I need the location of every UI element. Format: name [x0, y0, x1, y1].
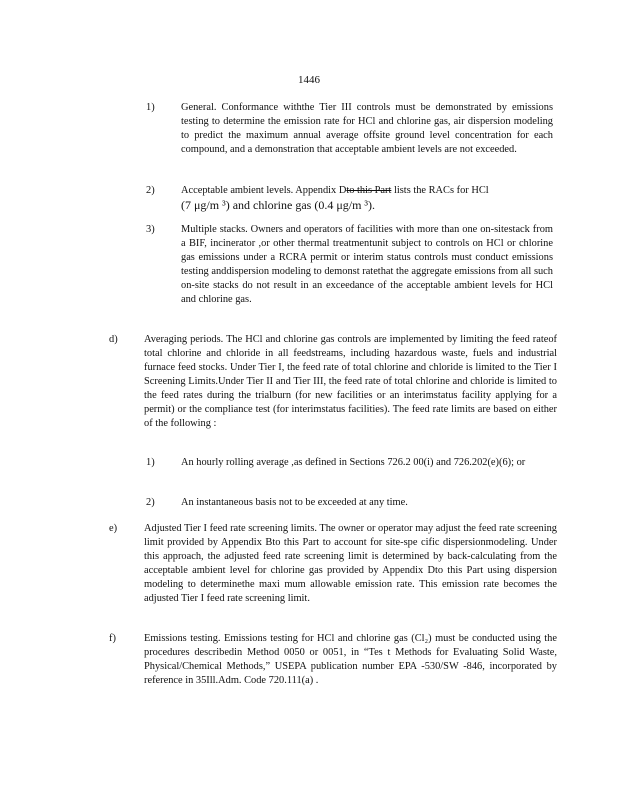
- item-text: [181, 184, 553, 214]
- item-marker: e): [109, 523, 118, 534]
- item-text-before: Acceptable ambient levels. Appendix D: [181, 185, 347, 196]
- item-marker: 2): [146, 185, 155, 196]
- item-text: An instantaneous basis not to be exceeded at any time.: [181, 497, 408, 508]
- item-text: An hourly rolling average ,as defined in Sections 726.2 00(i) and 726.202(e)(6); or: [181, 457, 526, 468]
- item-marker: 1): [146, 457, 155, 468]
- item-marker: f): [109, 633, 116, 644]
- struck-text: to this Part: [346, 185, 392, 196]
- item-text: General. Conformance withthe Tier III controls must be demonstrated by emissions testing to determine the emission rate for HCl and chlorine gas, air dispersion modeling to predict the maximum annual average offsite ground level concentration for each compound, and a demonstration that acceptable ambient levels are not exceeded.: [181, 102, 553, 155]
- item-text-after: lists the RACs for HCl: [393, 185, 489, 196]
- item-text: Multiple stacks. Owners and operators of facilities with more than one on-sitestack from a BIF, incinerator ,or other thermal treatmentunit subject to controls on HCl or chlorine gas emissions under a RCRA permit or interim status controls must conduct emissions testing anddispersion modeling to demonst ratethat the aggregate emissions from all such on-site stacks do not result in an exceedance of the acceptable ambient levels for HCl and chlorine gas.: [181, 224, 553, 305]
- item-marker: 1): [146, 102, 155, 113]
- item-text-line2: (7 μg/m ³) and chlorine gas (0.4 μg/m ³).: [181, 198, 376, 212]
- page-number: 1446: [298, 74, 320, 86]
- item-text: Emissions testing. Emissions testing for HCl and chlorine gas (Cl₂) must be conducted using the procedures describedin Method 0050 or 0051, in “Tes t Methods for Evaluating Solid Waste, Physical/Chemical Methods,” USEPA publication number EPA -530/SW -846, incorporated by reference in 35Ill.Adm. Code 720.111(a) .: [144, 633, 557, 686]
- item-marker: d): [109, 334, 118, 345]
- item-marker: 2): [146, 497, 155, 508]
- item-marker: 3): [146, 224, 155, 235]
- item-text: Adjusted Tier I feed rate screening limits. The owner or operator may adjust the feed rate screening limit provided by Appendix Bto this Part to account for site-spe cific dispersionmodeling. Under this approach, the adjusted feed rate screening limit is determined by back-calculating from the acceptable ambient level for chlorine gas provided by Appendix Dto this Part using dispersion modeling to determinethe maxi mum allowable emission rate. This emission rate becomes the adjusted Tier I feed rate screening limit.: [144, 523, 557, 604]
- item-text: Averaging periods. The HCl and chlorine gas controls are implemented by limiting the feed rateof total chlorine and chloride in all feedstreams, including hazardous waste, fuels and industrial furnace feed stocks. Under Tier I, the feed rate of total chlorine and chloride is limited to the Tier I Screening Limits.Under Tier II and Tier III, the feed rate of total chlorine and chloride is limited to the feed rates during the trialburn (for new facilities or an interimstatus facility applying for a permit) or the compliance test (for interimstatus facilities). The feed rate limits are based on either of the following :: [144, 334, 557, 429]
